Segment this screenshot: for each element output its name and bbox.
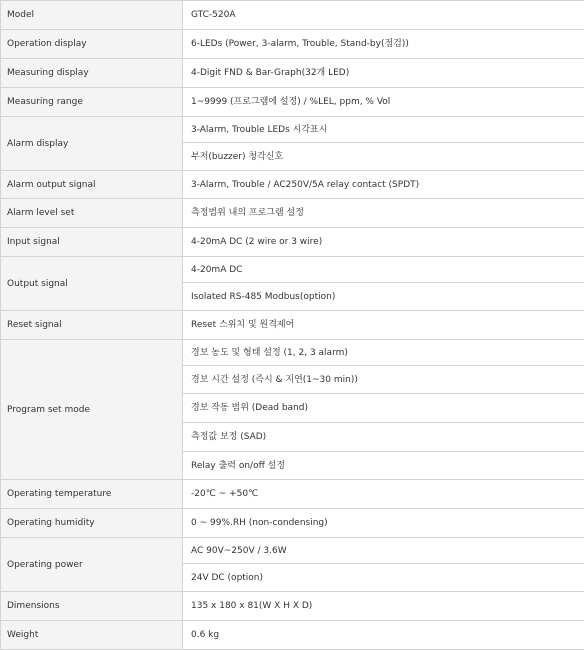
row-value-measuring-display: 4-Digit FND & Bar-Graph(32개 LED) [183,59,584,88]
table-row [1,340,584,366]
row-value-alarm-display-1: 3-Alarm, Trouble LEDs 시각표시 [183,117,584,143]
row-label-operating-humidity: Operating humidity [1,509,183,538]
row-value-operation-display: 6-LEDs (Power, 3-alarm, Trouble, Stand-by(점검)) [183,30,584,59]
row-value-operating-temperature: -20℃ ~ +50℃ [183,480,584,509]
row-label-operation-display: Operation display [1,30,183,59]
row-label-weight: Weight [1,621,183,650]
row-value-operating-power-2: 24V DC (option) [183,564,584,592]
row-label-operating-temperature: Operating temperature [1,480,183,509]
table-row [1,592,584,621]
row-label-alarm-output-signal: Alarm output signal [1,171,183,199]
row-label-alarm-level-set: Alarm level set [1,199,183,228]
row-value-input-signal: 4-20mA DC (2 wire or 3 wire) [183,228,584,257]
row-value-alarm-level-set: 측정범위 내의 프로그램 설정 [183,199,584,228]
row-label-measuring-display: Measuring display [1,59,183,88]
table-row [1,117,584,143]
row-value-weight: 0.6 kg [183,621,584,650]
row-value-program-set-mode-2: 경보 시간 설정 (즉시 & 지연(1~30 min)) [183,366,584,394]
table-row [1,199,584,228]
row-value-model: GTC-520A [183,1,584,30]
row-label-program-set-mode: Program set mode [1,340,183,480]
row-label-output-signal: Output signal [1,257,183,311]
row-value-program-set-mode-3: 경보 작동 범위 (Dead band) [183,394,584,423]
table-row [1,509,584,538]
row-label-input-signal: Input signal [1,228,183,257]
row-label-reset-signal: Reset signal [1,311,183,340]
table-row [1,311,584,340]
row-value-operating-power-1: AC 90V~250V / 3.6W [183,538,584,564]
row-value-alarm-display-2: 부저(buzzer) 청각신호 [183,143,584,171]
row-label-operating-power: Operating power [1,538,183,592]
row-value-output-signal-2: Isolated RS-485 Modbus(option) [183,283,584,311]
spec-table-body [1,1,584,650]
table-row [1,480,584,509]
table-row [1,171,584,199]
row-value-program-set-mode-1: 경보 농도 및 형태 설정 (1, 2, 3 alarm) [183,340,584,366]
row-value-measuring-range: 1~9999 (프로그램에 설정) / %LEL, ppm, % Vol [183,88,584,117]
row-value-program-set-mode-4: 측정값 보정 (SAD) [183,423,584,452]
table-row [1,59,584,88]
row-label-measuring-range: Measuring range [1,88,183,117]
row-label-model: Model [1,1,183,30]
table-row [1,257,584,283]
table-row [1,1,584,30]
table-row [1,621,584,650]
row-value-program-set-mode-5: Relay 출력 on/off 설정 [183,452,584,480]
row-value-output-signal-1: 4-20mA DC [183,257,584,283]
row-label-alarm-display: Alarm display [1,117,183,171]
table-row [1,228,584,257]
table-row [1,88,584,117]
row-label-dimensions: Dimensions [1,592,183,621]
table-row [1,30,584,59]
row-value-operating-humidity: 0 ~ 99%.RH (non-condensing) [183,509,584,538]
row-value-alarm-output-signal: 3-Alarm, Trouble / AC250V/5A relay contact (SPDT) [183,171,584,199]
table-row [1,538,584,564]
row-value-reset-signal: Reset 스위치 및 원격제어 [183,311,584,340]
row-value-dimensions: 135 x 180 x 81(W X H X D) [183,592,584,621]
